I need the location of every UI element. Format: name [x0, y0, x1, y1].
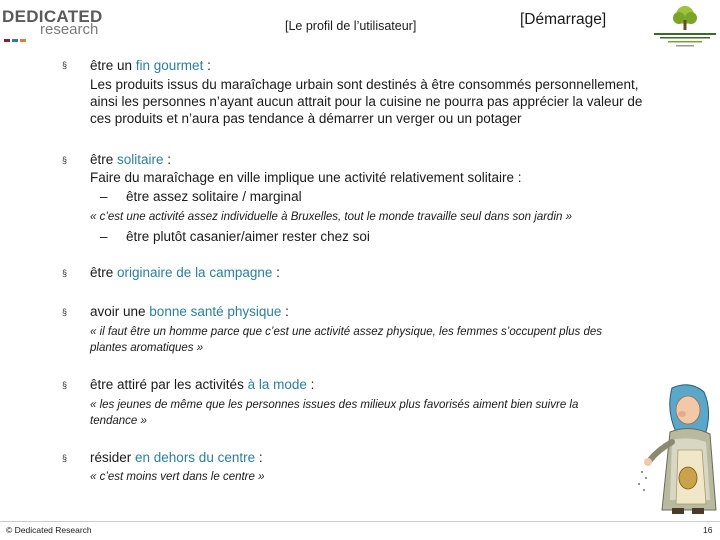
highlight-keyword: solitaire	[117, 152, 164, 167]
old-woman-feeding-birds-illustration-icon	[632, 380, 720, 520]
item-solitaire-heading: être solitaire :	[90, 152, 172, 167]
highlight-keyword: bonne santé physique	[149, 304, 282, 319]
logo-brand-bottom: research	[40, 21, 99, 38]
item-text-line: ces produits et n’aura pas tendance à démarrer un verger ou un potager	[90, 111, 522, 126]
quote-text: « il faut être un homme parce que c’est une activité assez physique, les femmes s’occupent plus des	[90, 326, 603, 338]
highlight-keyword: en dehors du centre	[135, 450, 256, 465]
highlight-keyword: fin gourmet	[135, 58, 204, 73]
quote-text: plantes aromatiques »	[90, 342, 204, 354]
sub-item: – être plutôt casanier/aimer rester chez soi	[100, 229, 370, 244]
quote-text: « c’est moins vert dans le centre »	[90, 471, 265, 483]
tree-logo-icon	[650, 2, 720, 48]
item-campagne-heading: être originaire de la campagne :	[90, 265, 280, 280]
highlight-keyword: originaire de la campagne	[117, 265, 273, 280]
item-sante-heading: avoir une bonne santé physique :	[90, 304, 289, 319]
quote-text: tendance »	[90, 415, 147, 427]
dedicated-research-logo	[2, 8, 122, 36]
item-text-line: ainsi les personnes n’ayant aucun attrait pour la cuisine ne pourra pas apprécier la valeur de	[90, 94, 643, 109]
quote-text: « c’est une activité assez individuelle à Bruxelles, tout le monde travaille seul dans son jardin »	[90, 211, 572, 223]
bullet-marker: §	[62, 307, 68, 317]
logo-brand-top: DEDICATED	[2, 7, 103, 26]
bullet-marker: §	[62, 155, 68, 165]
highlight-keyword: à la mode	[247, 377, 307, 392]
item-centre-heading: résider en dehors du centre :	[90, 450, 263, 465]
bullet-marker: §	[62, 380, 68, 390]
item-mode-heading: être attiré par les activités à la mode :	[90, 377, 315, 392]
bullet-marker: §	[62, 268, 68, 278]
item-text-line: Faire du maraîchage en ville implique une activité relativement solitaire :	[90, 170, 522, 185]
item-text-line: Les produits issus du maraîchage urbain sont destinés à être consommés personnellement,	[90, 77, 639, 92]
quote-text: « les jeunes de même que les personnes issues des milieux plus favorisés aiment bien suivre la	[90, 399, 579, 411]
section-subtitle: [Le profil de l’utilisateur]	[285, 19, 417, 33]
sub-item: – être assez solitaire / marginal	[100, 189, 302, 204]
item-fin-gourmet-heading: être un fin gourmet :	[90, 58, 211, 73]
bullet-marker: §	[62, 60, 68, 70]
bullet-marker: §	[62, 453, 68, 463]
logo-color-dots	[4, 29, 28, 47]
page-number: 16	[703, 525, 713, 535]
page-title: [Démarrage]	[520, 11, 607, 28]
footer-copyright: © Dedicated Research	[6, 525, 92, 535]
footer-divider	[0, 521, 720, 522]
